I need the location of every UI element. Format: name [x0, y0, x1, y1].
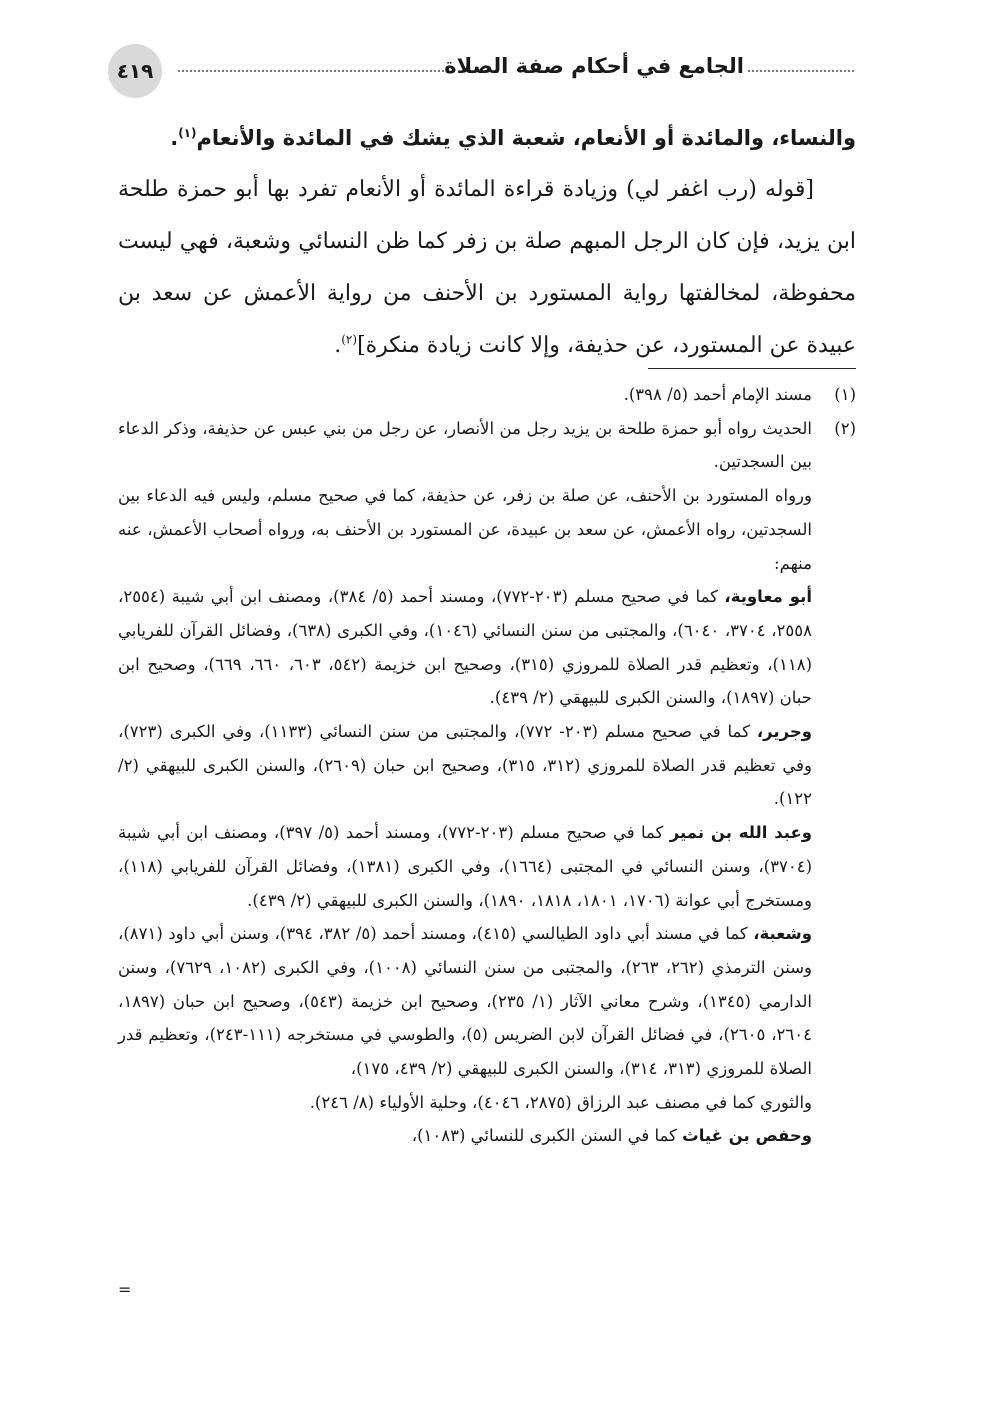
narrator-name: وجرير،: [756, 722, 812, 742]
footnote-2: [118, 412, 856, 479]
main-paragraph-2: [قوله (رب اغفر لي) وزيادة قراءة المائدة أو الأنعام تفرد بها أبو حمزة طلحة ابن يزيد، فإن كان الرجل المبهم صلة بن زفر كما ظن النسائي وشعبة، فهي ليست محفوظة، لمخالفتها رواية المستورد بن الأحنف من رواية الأعمش عن سعد بن عبيدة عن المستورد، عن حذيفة، وإلا كانت زيادة منكرة]$^{(٢)}$.: [118, 177, 856, 358]
footnote-paragraph-ibn-numayr: وعبد الله بن نمير كما في صحيح مسلم (٢٠٣-٧٧٢)، ومسند أحمد (٥/ ٣٩٧)، ومصنف ابن أبي شيبة (٣٧٠٤)، وسنن النسائي في المجتبى (١٦٦٤)، وفي الكبرى (١٣٨١)، وفضائل القرآن للفريابي (١١٨)، ومستخرج أبي عوانة (١٧٠٦، ١٨٠١، ١٨١٨، ١٨٩٠)، والسنن الكبرى للبيهقي (٢/ ٤٣٩).: [118, 823, 813, 910]
page-number: ٤١٩: [116, 59, 154, 83]
page-number-badge: [108, 44, 162, 98]
narrator-name: أبو معاوية،: [724, 587, 812, 607]
main-text: [118, 112, 856, 372]
footnote-number: (٢): [834, 418, 856, 438]
footnote-paragraph-hafs: وحفص بن غياث كما في السنن الكبرى للنسائي (١٠٨٣)،: [411, 1126, 812, 1146]
footnote-1: [118, 378, 856, 412]
footnote-text: مسند الإمام أحمد (٥/ ٣٩٨).: [623, 385, 812, 404]
footnote-paragraph-abu-muawiya: أبو معاوية، كما في صحيح مسلم (٢٠٣-٧٧٢)، ومسند أحمد (٥/ ٣٨٤)، ومصنف ابن أبي شيبة (٢٥٥٤، ٢٥٥٨، ٣٧٠٤، ٦٠٤٠)، والمجتبى من سنن النسائي (١٠٤٦)، وفي الكبرى (٦٣٨)، وفضائل القرآن للفريابي (١١٨)، وتعظيم قدر الصلاة للمروزي (٣١٥)، وصحيح ابن خزيمة (٥٤٢، ٦٠٣، ٦٦٠، ٦٦٩)، وصحيح ابن حبان (١٨٩٧)، والسنن الكبرى للبيهقي (٢/ ٤٣٩).: [118, 587, 813, 708]
narrator-name: وشعبة،: [753, 924, 812, 944]
continuation-mark: =: [118, 1280, 132, 1299]
footnote-number: (١): [834, 385, 856, 404]
footnote-paragraph-thawri: والثوري كما في مصنف عبد الرزاق (٢٨٧٥، ٤٠٤٦)، وحلية الأولياء (٨/ ٢٤٦).: [309, 1092, 812, 1112]
narrator-name: وعبد الله بن نمير: [669, 823, 813, 843]
footnote-ref-1: (١): [178, 126, 197, 140]
footnote-paragraph-jarir: وجرير، كما في صحيح مسلم (٢٠٣- ٧٧٢)، والمجتبى من سنن النسائي (١١٣٣)، وفي الكبرى (٧٢٣)، وفي تعظيم قدر الصلاة للمروزي (٣١٢، ٣١٥)، وصحيح ابن حبان (٢٦٠٩)، والسنن الكبرى للبيهقي (٢/ ١٢٢).: [118, 722, 812, 809]
footnote-text: الحديث رواه أبو حمزة طلحة بن يزيد رجل من الأنصار، عن رجل من بني عبس عن حذيفة، وذكر الدعاء بين السجدتين.: [118, 418, 812, 472]
footnotes: [118, 378, 856, 1153]
page-header: [108, 44, 854, 100]
footnote-paragraph-mustawrid: ورواه المستورد بن الأحنف، عن صلة بن زفر، عن حذيفة، كما في صحيح مسلم، وليس فيه الدعاء بين السجدتين، رواه الأعمش، عن سعد بن عبيدة، عن المستورد بن الأحنف به، ورواه أصحاب الأعمش، عنه منهم:: [118, 486, 812, 573]
narrator-name: وحفص بن غياث: [682, 1126, 812, 1146]
header-dotted-leader-right: [748, 70, 854, 72]
main-line-1: والنساء، والمائدة أو الأنعام، شعبة الذي يشك في المائدة والأنعام$^{(١)}$.: [170, 126, 856, 150]
footnote-separator: [648, 368, 856, 369]
footnote-ref-2: (٢): [341, 332, 358, 347]
header-dotted-leader-left: [178, 70, 444, 72]
footnote-paragraph-shuba: وشعبة، كما في مسند أبي داود الطيالسي (٤١٥)، ومسند أحمد (٥/ ٣٨٢، ٣٩٤)، وسنن أبي داود (٨٧١)، وسنن الترمذي (٢٦٢، ٢٦٣)، والمجتبى من سنن النسائي (١٠٠٨)، وفي الكبرى (١٠٨٢، ٧٦٢٩)، وسنن الدارمي (١٣٤٥)، وشرح معاني الآثار (١/ ٢٣٥)، وصحيح ابن خزيمة (٥٤٣)، وصحيح ابن حبان (١٨٩٧، ٢٦٠٤، ٢٦٠٥)، في فضائل القرآن لابن الضريس (٥)، والطوسي في مستخرجه (١١١-٢٤٣)، وتعظيم قدر الصلاة للمروزي (٣١٣، ٣١٤)، والسنن الكبرى للبيهقي (٢/ ٤٣٩، ١٧٥)،: [118, 924, 813, 1079]
running-title: الجامع في أحكام صفة الصلاة: [444, 54, 744, 78]
